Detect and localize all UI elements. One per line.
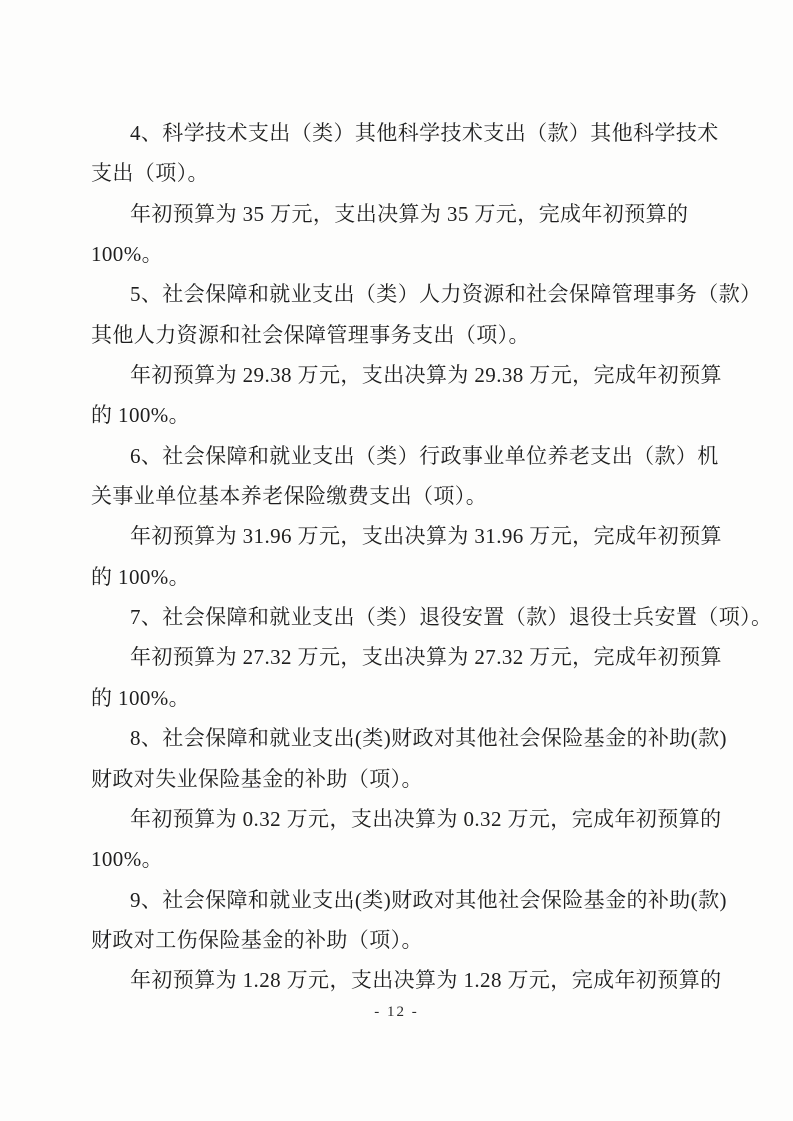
text-line: 年初预算为 1.28 万元，支出决算为 1.28 万元，完成年初预算的 [130,968,722,993]
text-line: 财政对失业保险基金的补助（项）。 [91,766,423,791]
text-line: 年初预算为 31.96 万元，支出决算为 31.96 万元，完成年初预算 [130,524,722,549]
text-line: 的 100%。 [91,564,191,589]
text-line: 的 100%。 [91,403,191,428]
text-line: 100%。 [91,242,163,267]
text-line: 关事业单位基本养老保险缴费支出（项）。 [91,484,488,509]
text-line: 年初预算为 29.38 万元，支出决算为 29.38 万元，完成年初预算 [130,363,722,388]
text-line: 年初预算为 0.32 万元，支出决算为 0.32 万元，完成年初预算的 [130,806,722,831]
text-line: 8、社会保障和就业支出(类)财政对其他社会保险基金的补助(款) [130,726,727,751]
text-line: 9、社会保障和就业支出(类)财政对其他社会保险基金的补助(款) [130,887,727,912]
text-line: 7、社会保障和就业支出（类）退役安置（款）退役士兵安置（项）。 [130,605,773,630]
text-line: 年初预算为 27.32 万元，支出决算为 27.32 万元，完成年初预算 [130,645,722,670]
text-line: 财政对工伤保险基金的补助（项）。 [91,927,423,952]
text-line: 其他人力资源和社会保障管理事务支出（项）。 [91,322,530,347]
text-line: 5、社会保障和就业支出（类）人力资源和社会保障管理事务（款） [130,282,762,307]
text-line: 的 100%。 [91,685,191,710]
page-number: - 12 - [374,1004,419,1020]
text-line: 年初预算为 35 万元，支出决算为 35 万元，完成年初预算的 [130,201,689,226]
text-line: 6、社会保障和就业支出（类）行政事业单位养老支出（款）机 [130,443,719,468]
text-line: 支出（项）。 [91,161,209,186]
document-body [91,113,773,1001]
text-line: 100%。 [91,847,163,872]
text-line: 4、科学技术支出（类）其他科学技术支出（款）其他科学技术 [130,121,719,145]
